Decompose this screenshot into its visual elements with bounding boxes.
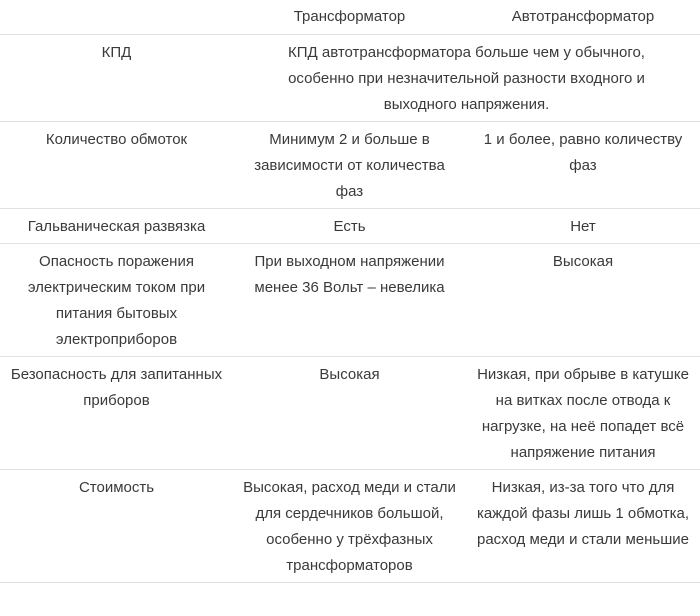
transformer-cell: При выходном напряжении менее 36 Вольт – невелика xyxy=(233,243,466,356)
table-row-shock-hazard xyxy=(0,243,700,356)
header-row xyxy=(0,0,700,34)
row-label: КПД xyxy=(0,34,233,121)
header-parameter xyxy=(0,0,233,34)
header-transformer: Трансформатор xyxy=(233,0,466,34)
table-row-galvanic-isolation xyxy=(0,208,700,243)
table-row-cost xyxy=(0,469,700,582)
row-label: Безопасность для запитанных приборов xyxy=(0,356,233,469)
table-header xyxy=(0,0,700,34)
transformer-cell: Есть xyxy=(233,208,466,243)
transformer-cell: Высокая xyxy=(233,356,466,469)
efficiency-merged-cell: КПД автотрансформатора больше чем у обычного, особенно при незначительной разности входного и выходного напряжения. xyxy=(233,34,700,121)
table-row-windings xyxy=(0,121,700,208)
header-autotransformer: Автотрансформатор xyxy=(466,0,700,34)
table-body xyxy=(0,34,700,582)
row-label: Стоимость xyxy=(0,469,233,582)
transformer-cell: Высокая, расход меди и стали для сердечников большой, особенно у трёхфазных трансформаторов xyxy=(233,469,466,582)
row-label: Опасность поражения электрическим током при питания бытовых электроприборов xyxy=(0,243,233,356)
autotransformer-cell: Высокая xyxy=(466,243,700,356)
autotransformer-cell: Низкая, при обрыве в катушке на витках после отвода к нагрузке, на неё попадет всё напряжение питания xyxy=(466,356,700,469)
transformer-cell: Минимум 2 и больше в зависимости от количества фаз xyxy=(233,121,466,208)
table-row-efficiency xyxy=(0,34,700,121)
autotransformer-cell: Нет xyxy=(466,208,700,243)
row-label: Количество обмоток xyxy=(0,121,233,208)
table-row-device-safety xyxy=(0,356,700,469)
autotransformer-cell: Низкая, из-за того что для каждой фазы лишь 1 обмотка, расход меди и стали меньшие xyxy=(466,469,700,582)
autotransformer-cell: 1 и более, равно количеству фаз xyxy=(466,121,700,208)
row-label: Гальваническая развязка xyxy=(0,208,233,243)
